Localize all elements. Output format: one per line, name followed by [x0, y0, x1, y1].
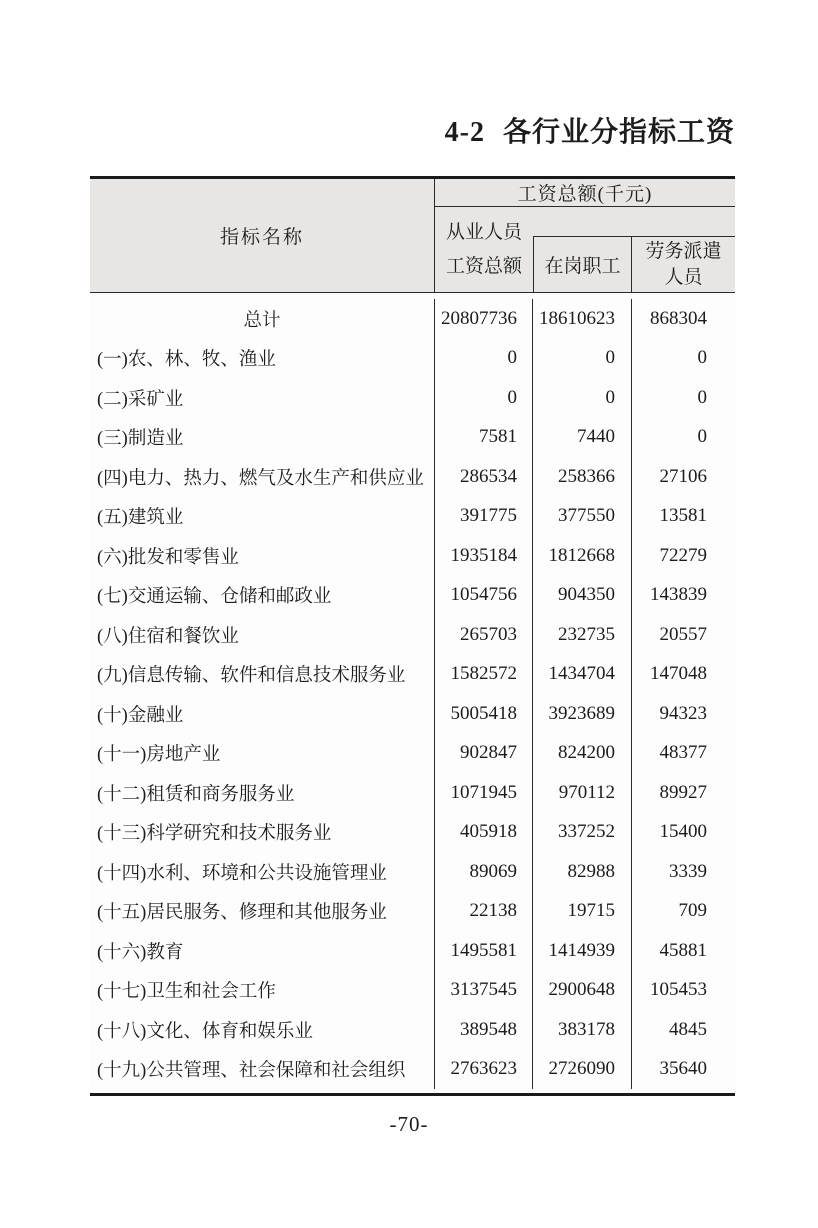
header-dispatch-line1: 劳务派遣 — [645, 240, 722, 262]
header-subrow — [435, 207, 735, 292]
table-row — [90, 339, 735, 379]
row-label-industry: (十二)租赁和商务服务业 — [90, 773, 435, 813]
row-value-onpost-staff: 1414939 — [533, 931, 632, 971]
row-value-employed-total-wages: 2763623 — [435, 1050, 533, 1090]
header-dispatch-line2: 人员 — [664, 266, 703, 288]
row-label-industry: (五)建筑业 — [90, 497, 435, 537]
row-value-onpost-staff: 82988 — [533, 852, 632, 892]
row-label-industry: (十三)科学研究和技术服务业 — [90, 813, 435, 853]
row-label-industry: (四)电力、热力、燃气及水生产和供应业 — [90, 457, 435, 497]
row-value-onpost-staff: 904350 — [533, 576, 632, 616]
table-row — [90, 299, 735, 339]
row-value-employed-total-wages: 22138 — [435, 892, 533, 932]
header-subcolumns — [533, 207, 735, 292]
table-row — [90, 576, 735, 616]
row-value-onpost-staff: 18610623 — [533, 299, 632, 339]
table-row — [90, 615, 735, 655]
row-value-employed-total-wages: 1054756 — [435, 576, 533, 616]
row-label-industry: (十四)水利、环境和公共设施管理业 — [90, 852, 435, 892]
row-label-industry: (一)农、林、牧、渔业 — [90, 339, 435, 379]
row-value-employed-total-wages: 0 — [435, 378, 533, 418]
row-value-dispatch-personnel: 3339 — [669, 860, 707, 882]
row-value-dispatch-personnel: 709 — [678, 900, 707, 922]
row-value-employed-total-wages: 5005418 — [435, 694, 533, 734]
row-value-onpost-staff: 377550 — [533, 497, 632, 537]
table-row — [90, 734, 735, 774]
table-row — [90, 1050, 735, 1090]
row-value-employed-total-wages: 1495581 — [435, 931, 533, 971]
row-value-onpost-staff: 0 — [533, 339, 632, 379]
row-label-industry: (七)交通运输、仓储和邮政业 — [90, 576, 435, 616]
header-indicator-name: 指标名称 — [90, 179, 435, 292]
row-value-dispatch-personnel: 13581 — [659, 505, 707, 527]
row-value-employed-total-wages: 1582572 — [435, 655, 533, 695]
table-row — [90, 457, 735, 497]
row-value-employed-total-wages: 389548 — [435, 1010, 533, 1050]
row-value-onpost-staff: 3923689 — [533, 694, 632, 734]
table-row — [90, 931, 735, 971]
row-value-dispatch-personnel: 868304 — [650, 307, 707, 329]
table-row — [90, 1010, 735, 1050]
row-label-industry: (十五)居民服务、修理和其他服务业 — [90, 892, 435, 932]
row-value-onpost-staff: 383178 — [533, 1010, 632, 1050]
row-value-employed-total-wages: 1935184 — [435, 536, 533, 576]
header-employed-line2: 工资总额 — [445, 255, 522, 277]
row-label-industry: 总计 — [90, 299, 435, 339]
row-value-onpost-staff: 1434704 — [533, 655, 632, 695]
table-row — [90, 536, 735, 576]
row-value-dispatch-personnel: 147048 — [650, 663, 707, 685]
row-value-dispatch-personnel: 0 — [697, 347, 707, 369]
table-header — [90, 179, 735, 293]
table-row — [90, 694, 735, 734]
row-value-dispatch-personnel: 20557 — [659, 623, 707, 645]
row-value-dispatch-personnel: 72279 — [659, 544, 707, 566]
row-value-employed-total-wages: 0 — [435, 339, 533, 379]
row-label-industry: (八)住宿和餐饮业 — [90, 615, 435, 655]
header-employed-persons-wages — [435, 207, 533, 292]
table-row — [90, 418, 735, 458]
row-value-onpost-staff: 2726090 — [533, 1050, 632, 1090]
header-value-columns — [435, 179, 735, 292]
row-label-industry: (十六)教育 — [90, 931, 435, 971]
table-body — [90, 293, 735, 1093]
table-row — [90, 971, 735, 1011]
row-value-dispatch-personnel: 143839 — [650, 584, 707, 606]
row-value-onpost-staff: 2900648 — [533, 971, 632, 1011]
row-label-industry: (十七)卫生和社会工作 — [90, 971, 435, 1011]
row-value-employed-total-wages: 20807736 — [435, 299, 533, 339]
row-label-industry: (十八)文化、体育和娱乐业 — [90, 1010, 435, 1050]
row-label-industry: (三)制造业 — [90, 418, 435, 458]
row-value-dispatch-personnel: 35640 — [659, 1058, 707, 1080]
row-value-employed-total-wages: 902847 — [435, 734, 533, 774]
table-row — [90, 655, 735, 695]
row-value-employed-total-wages: 286534 — [435, 457, 533, 497]
row-value-dispatch-personnel: 27106 — [659, 465, 707, 487]
row-value-onpost-staff: 970112 — [533, 773, 632, 813]
row-value-dispatch-personnel: 94323 — [659, 702, 707, 724]
table-row — [90, 497, 735, 537]
row-value-onpost-staff: 7440 — [533, 418, 632, 458]
row-value-dispatch-personnel: 0 — [697, 386, 707, 408]
row-value-dispatch-personnel: 45881 — [659, 939, 707, 961]
header-onpost-staff: 在岗职工 — [534, 237, 632, 292]
row-value-onpost-staff: 1812668 — [533, 536, 632, 576]
table-number: 4-2 — [444, 117, 485, 148]
header-subcells — [533, 236, 735, 292]
row-value-onpost-staff: 232735 — [533, 615, 632, 655]
table-row — [90, 852, 735, 892]
row-value-dispatch-personnel: 89927 — [659, 781, 707, 803]
row-value-employed-total-wages: 3137545 — [435, 971, 533, 1011]
table-row — [90, 892, 735, 932]
header-dispatch-personnel — [632, 237, 735, 292]
row-value-dispatch-personnel: 4845 — [669, 1018, 707, 1040]
row-value-employed-total-wages: 89069 — [435, 852, 533, 892]
row-label-industry: (九)信息传输、软件和信息技术服务业 — [90, 655, 435, 695]
wage-table — [90, 176, 735, 1096]
row-value-employed-total-wages: 7581 — [435, 418, 533, 458]
row-value-dispatch-personnel: 15400 — [659, 821, 707, 843]
page-number: -70- — [389, 1112, 429, 1136]
row-value-employed-total-wages: 391775 — [435, 497, 533, 537]
row-value-employed-total-wages: 1071945 — [435, 773, 533, 813]
table-title-text: 各行业分指标工资 — [502, 117, 735, 148]
row-label-industry: (十一)房地产业 — [90, 734, 435, 774]
header-employed-line1: 从业人员 — [445, 222, 522, 244]
header-spacer — [533, 207, 735, 236]
row-value-dispatch-personnel: 0 — [697, 426, 707, 448]
table-row — [90, 378, 735, 418]
row-label-industry: (六)批发和零售业 — [90, 536, 435, 576]
row-label-industry: (十九)公共管理、社会保障和社会组织 — [90, 1050, 435, 1090]
row-value-dispatch-personnel: 48377 — [659, 742, 707, 764]
row-value-onpost-staff: 0 — [533, 378, 632, 418]
row-value-employed-total-wages: 405918 — [435, 813, 533, 853]
row-value-onpost-staff: 258366 — [533, 457, 632, 497]
row-value-dispatch-personnel: 105453 — [650, 979, 707, 1001]
table-row — [90, 813, 735, 853]
page-title — [90, 110, 735, 150]
header-group-total-wages: 工资总额(千元) — [435, 179, 735, 207]
row-value-employed-total-wages: 265703 — [435, 615, 533, 655]
table-row — [90, 773, 735, 813]
row-value-onpost-staff: 337252 — [533, 813, 632, 853]
row-label-industry: (十)金融业 — [90, 694, 435, 734]
row-value-onpost-staff: 19715 — [533, 892, 632, 932]
row-label-industry: (二)采矿业 — [90, 378, 435, 418]
row-value-onpost-staff: 824200 — [533, 734, 632, 774]
